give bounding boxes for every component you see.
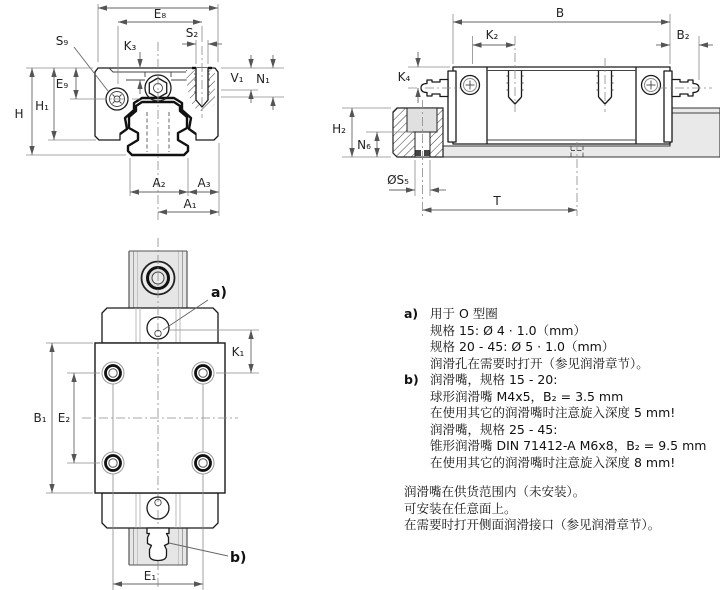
notes-panel xyxy=(404,306,716,534)
dim-label-e1: E₁ xyxy=(143,569,157,583)
dim-label-n6: N₆ xyxy=(357,138,371,152)
note-marker-a: a) xyxy=(404,306,419,321)
note-line: 可安装在任意面上。 xyxy=(404,500,517,516)
dim-label-h: H xyxy=(14,107,24,121)
note-item-b xyxy=(404,372,716,471)
dim-label-e9: E₉ xyxy=(55,77,69,91)
dim-label-s9: S₉ xyxy=(55,34,69,48)
note-line: 在使用其它的润滑嘴时注意旋入深度 5 mm! xyxy=(430,405,676,420)
dim-label-b2: B₂ xyxy=(676,28,690,42)
dim-label-a2: A₂ xyxy=(152,176,166,190)
dim-label-k2: K₂ xyxy=(485,28,499,42)
view-top xyxy=(33,238,259,590)
note-line: 在需要时打开侧面润滑接口（参见润滑章节）。 xyxy=(404,517,661,532)
note-line: 锥形润滑嘴 DIN 71412-A M6x8，B₂ = 9.5 mm xyxy=(430,438,707,453)
note-line: 润滑嘴在供货范围内（未安装）。 xyxy=(404,484,586,499)
dim-label-s2: S₂ xyxy=(185,26,199,40)
callout-a: a) xyxy=(211,285,227,301)
counterbore xyxy=(407,108,437,132)
dim-label-v1: V₁ xyxy=(230,71,244,85)
dim-label-n1: N₁ xyxy=(256,72,270,86)
end-cap-screw xyxy=(461,76,480,95)
note-line: 在使用其它的润滑嘴时注意旋入深度 8 mm! xyxy=(430,454,676,470)
dim-label-k1: K₁ xyxy=(231,345,245,359)
dim-label-t: T xyxy=(493,194,501,208)
dim-label-a3: A₃ xyxy=(197,176,211,190)
note-line: 球形润滑嘴 M4x5，B₂ = 3.5 mm xyxy=(430,388,624,404)
dim-label-e2: E₂ xyxy=(57,411,71,425)
view-cross-section xyxy=(14,4,284,220)
note-line: 润滑嘴，规格 25 - 45: xyxy=(430,421,558,437)
dim-label-a1: A₁ xyxy=(183,197,197,211)
end-cap-screw xyxy=(642,76,661,95)
dim-label-k4: K₄ xyxy=(397,70,411,84)
dimensions-cross-section xyxy=(14,4,284,216)
view-side xyxy=(332,6,720,216)
note-line: 规格 20 - 45: Ø 5 · 1.0（mm） xyxy=(430,339,615,354)
note-marker-b: b) xyxy=(404,372,419,387)
callout-b: b) xyxy=(230,550,247,566)
dim-label-k3: K₃ xyxy=(123,39,137,53)
note-line: 规格 15: Ø 4 · 1.0（mm） xyxy=(430,322,586,338)
note-line: 润滑嘴，规格 15 - 20: xyxy=(430,372,558,387)
note-line: 用于 O 型圈 xyxy=(430,306,498,321)
note-item-a xyxy=(404,306,716,372)
dim-label-h1: H₁ xyxy=(35,99,49,113)
dim-label-b1: B₁ xyxy=(33,411,47,425)
grease-nipple-top-view xyxy=(147,528,169,561)
dim-label-h2: H₂ xyxy=(332,122,346,136)
end-cap-bottom xyxy=(102,493,218,528)
note-footer xyxy=(404,484,716,534)
dim-label-s5: ØS₅ xyxy=(387,173,409,187)
carriage-side xyxy=(453,67,670,144)
note-line: 润滑孔在需要时打开（参见润滑章节）。 xyxy=(430,355,649,371)
dim-label-b: B xyxy=(555,6,565,20)
end-cap-top xyxy=(102,308,218,343)
dim-label-e8: E₈ xyxy=(153,7,167,21)
